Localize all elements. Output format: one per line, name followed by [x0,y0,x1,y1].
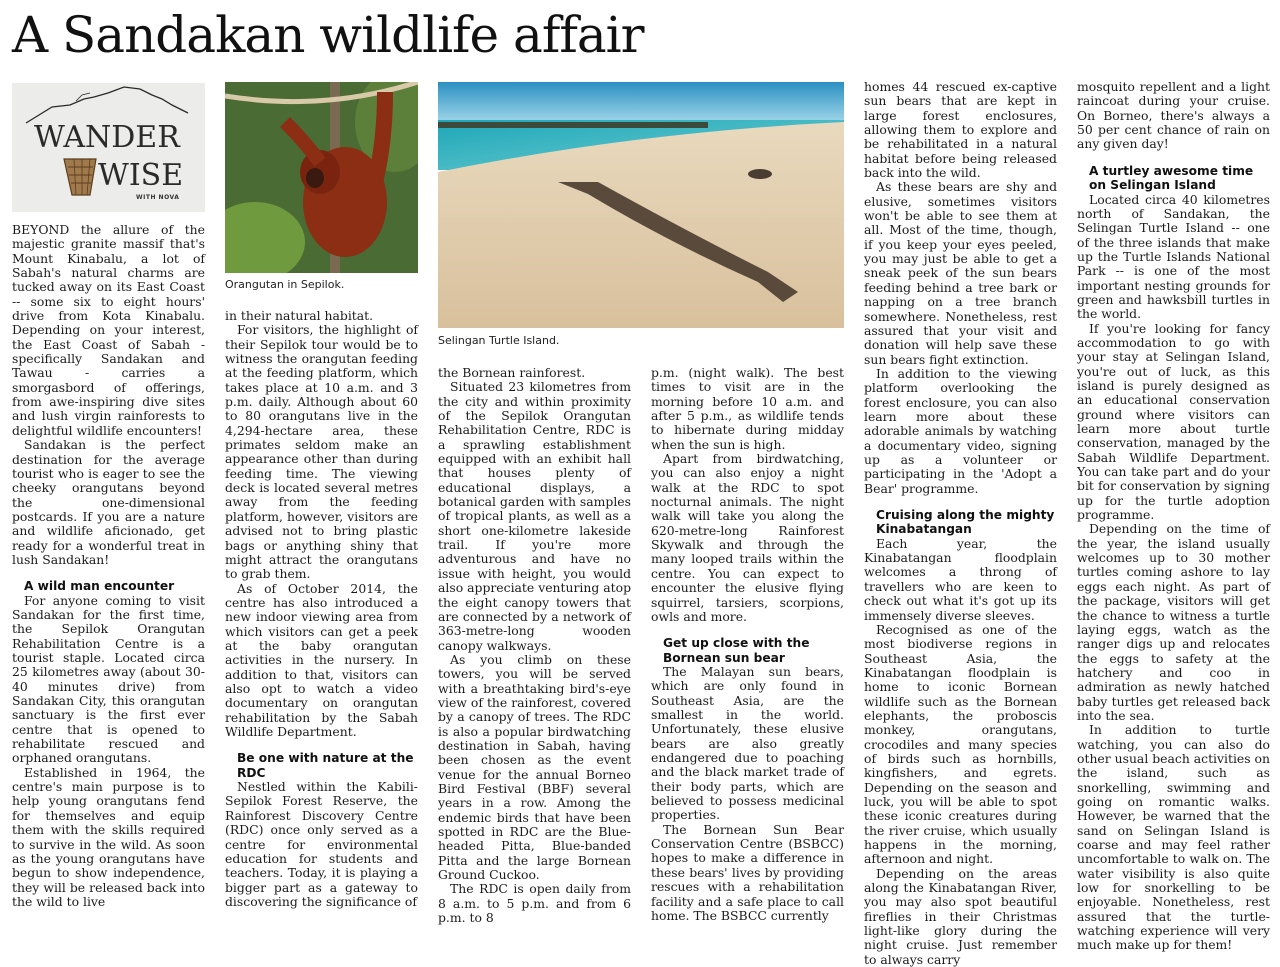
paragraph: In addition to the viewing platform overlooking the forest enclosure, you can also learn more about these adorable animals by watching a documentary video, signing up as a volunteer or participating in the 'Adopt a Bear' programme. [864,365,1057,496]
paragraph: For anyone coming to visit Sandakan for the first time, the Sepilok Orangutan Rehabilitation Centre is a tourist staple. Located circa 25 kilometres away (about 30-40 minutes drive) from Sandakan City, this orangutan sanctuary is the first ever centre that is opened to rehabilitate rescued and orphaned orangutans. [12,592,205,766]
article-column-1 [12,223,205,909]
paragraph: The Malayan sun bears, which are only found in Southeast Asia, are the smallest in the world. Unfortunately, these elusive bears are also greatly endangered due to poaching and the black market trade of their body parts, which are believed to possess medicinal properties. [651,664,844,823]
basket-icon [60,155,100,201]
beach-caption: Selingan Turtle Island. [438,334,560,347]
paragraph: As you climb on these towers, you will be served with a breathtaking bird's-eye view of the rainforest, covered by a canopy of trees. The RDC is also a popular birdwatching destination in Sabah, having been chosen as the event venue for the annual Borneo Bird Festival (BBF) several years in a row. Among the endemic birds that have been spotted in RDC are the Blue-headed Pitta, Blue-banded Pitta and the large Bornean Ground Cuckoo. [438,651,631,883]
paragraph: Sandakan is the perfect destination for the average tourist who is eager to see the cheeky orangutans beyond the one-dimensional postcards. If you are a nature and wildlife aficionado, get ready for a wonderful treat in lush Sandakan! [12,437,205,567]
paragraph: mosquito repellent and a light raincoat during your cruise. On Borneo, there's always a 50 per cent chance of rain on any given day! [1077,79,1270,152]
paragraph: The Bornean Sun Bear Conservation Centre (BSBCC) hopes to make a difference in these bears' lives by providing rescues with a rehabilitation facility and a safe place to call home. The BSBCC currently [651,821,844,923]
logo-tagline: WITH NOVA [136,194,180,201]
paragraph: in their natural habitat. [225,308,374,323]
paragraph: homes 44 rescued ex-captive sun bears that are kept in large forest enclosures, allowing them to explore and be rehabilitated in a natural habitat before being released back into the wild. [864,79,1057,181]
paragraph: For visitors, the highlight of their Sepilok tour would be to witness the orangutan feeding at the feeding platform, which takes place at 10 a.m. and 3 p.m. daily. Although about 60 to 80 orangutans live in the 4,294-hectare area, these primates seldom make an appearance other than during feeding time. The viewing deck is located several metres away from the feeding platform, however, visitors are advised not to bring plastic bags or anything shiny that might attract the orangutans to grab them. [225,322,418,582]
paragraph: the Bornean rainforest. [438,365,586,380]
subheading: A wild man encounter [24,579,175,594]
paragraph: Each year, the Kinabatangan floodplain welcomes a throng of travellers who are keen to check out what it's got up its immensely diverse sleeves. [864,535,1057,623]
logo-wise: WISE [98,158,184,193]
subheading: Cruising along the mighty Kinabatangan [876,507,1055,537]
logo-wander: WANDER [34,120,180,155]
paragraph: BEYOND the allure of the majestic granite massif that's Mount Kinabalu, a lot of Sabah's natural charms are tucked away on its East Coast -- some six to eight hours' drive from Kota Kinabalu. Depending on your interest, the East Coast of Sabah - specifically Sandakan and Tawau - carries a smorgasbord of offerings, from awe-inspiring dive sites and lush virgin rainforests to delightful wildlife encounters! [12,222,205,438]
paragraph: Located circa 40 kilometres north of Sandakan, the Selingan Turtle Island -- one of the three islands that make up the Turtle Islands National Park -- is one of the most important nesting grounds for green and hawksbill turtles in the world. [1077,191,1270,322]
paragraph: If you're looking for fancy accommodation to go with your stay at Selingan Island, you're out of luck, as this island is purely designed as an educational conservation ground where visitors can learn more about turtle conservation, managed by the Sabah Wildlife Department. You can take part and do your bit for conservation by signing up for the turtle adoption programme. [1077,320,1270,523]
paragraph: Apart from birdwatching, you can also enjoy a night walk at the RDC to spot nocturnal animals. The night walk will take you along the 620-metre-long Rainforest Skywalk and through the many looped trails within the centre. You can expect to encounter the elusive flying squirrel, tarsiers, scorpions, owls and more. [651,451,844,624]
paragraph: Depending on the areas along the Kinabatangan River, you may also spot beautiful fireflies in their Christmas light-like glory during the night cruise. Just remember to always carry [864,865,1057,967]
subheading: Be one with nature at the RDC [237,751,414,780]
article-column-6 [1077,80,1270,953]
orangutan-photo [225,82,418,273]
article-column-4 [651,366,844,923]
paragraph: Situated 23 kilometres from the city and within proximity of the Sepilok Orangutan Rehabilitation Centre, RDC is a sprawling establishment equipped with an exhibit hall that houses plenty of educational displays, a botanical garden with samples of tropical plants, as well as a short one-kilometre lakeside trail. If you're more adventurous and have no issue with height, you would also appreciate venturing atop the eight canopy towers that are connected by a network of 363-metre-long wooden canopy walkways. [438,379,631,653]
headline: A Sandakan wildlife affair [12,6,644,64]
paragraph: In addition to turtle watching, you can also do other usual beach activities on the island, such as snorkelling, swimming and going on romantic walks. However, be warned that the sand on Selingan Island is coarse and may feel rather uncomfortable to walk on. The water visibility is also quite low for snorkelling to be enjoyable. Nonetheless, rest assured that the turtle-watching experience will very much make up for them! [1077,722,1270,953]
article-column-2 [225,309,418,909]
paragraph: As these bears are shy and elusive, sometimes visitors won't be able to see them at all. Most of the time, though, if you keep your eyes peeled, you may just be able to get a sneak peek of the sun bears feeding behind a tree bark or napping on a tree branch somewhere. Nonetheless, rest assured that your visit and donation will help save these sun bears fight extinction. [864,179,1057,367]
paragraph: As of October 2014, the centre has also introduced a new indoor viewing area from which visitors can get a peek at the baby orangutan activities in the nursery. In addition to that, visitors can also opt to watch a video documentary on orangutan rehabilitation by the Sabah Wildlife Department. [225,580,418,739]
beach-photo [438,82,844,328]
subheading: A turtley awesome time on Selingan Island [1089,163,1254,193]
paragraph: Depending on the time of the year, the island usually welcomes up to 30 mother turtles coming ashore to lay eggs each night. As part of the package, visitors will get the chance to witness a turtle laying eggs, watch as the ranger digs up and relocates the eggs to safety at the hatchery and coo in admiration as newly hatched baby turtles get released back into the sea. [1077,521,1270,723]
wander-wise-logo [12,83,205,212]
orangutan-caption: Orangutan in Sepilok. [225,278,345,291]
paragraph: Nestled within the Kabili-Sepilok Forest Reserve, the Rainforest Discovery Centre (RDC) once only served as a centre for environmental education for students and teachers. Today, it is playing a bigger part as a gateway to discovering the significance of [225,779,418,909]
article-column-3 [438,366,631,925]
paragraph: Recognised as one of the most biodiverse regions in Southeast Asia, the Kinabatangan floodplain is home to iconic Bornean wildlife such as the Bornean elephants, the proboscis monkey, orangutans, crocodiles and many species of birds such as hornbills, kingfishers, and egrets. Depending on the season and luck, you will be able to spot these iconic creatures during the river cruise, which usually happens in the morning, afternoon and night. [864,621,1057,867]
subheading: Get up close with the Bornean sun bear [663,636,810,665]
paragraph: The RDC is open daily from 8 a.m. to 5 p.m. and from 6 p.m. to 8 [438,881,631,926]
paragraph: Established in 1964, the centre's main purpose is to help young orangutans fend for themselves and equip them with the skills required to survive in the wild. As soon as the young orangutans have begun to show independence, they will be released back into the wild to live [12,764,205,909]
article-column-5 [864,80,1057,967]
paragraph: p.m. (night walk). The best times to visit are in the morning before 10 a.m. and after 5 p.m., as wildlife tends to hibernate during midday when the sun is high. [651,365,844,452]
